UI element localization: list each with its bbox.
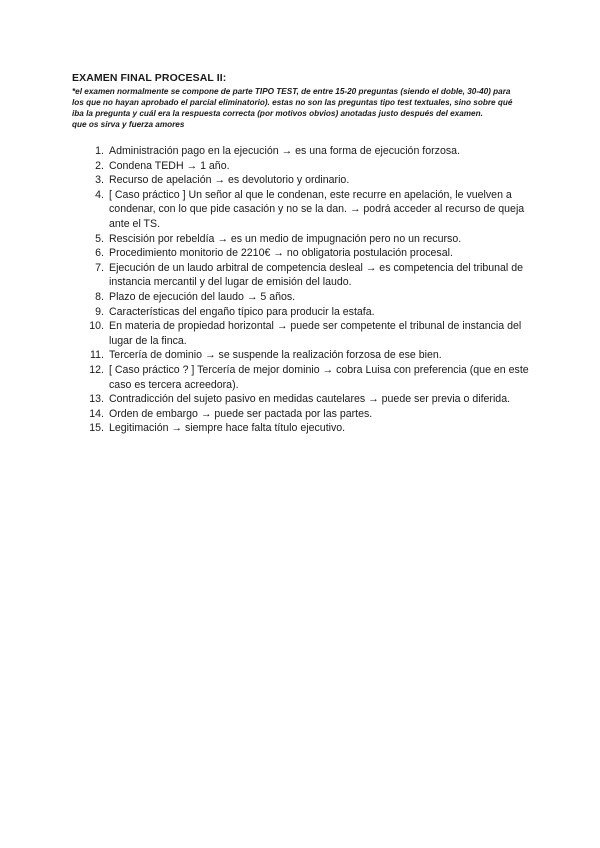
item-number: 8. bbox=[95, 290, 104, 303]
list-item bbox=[72, 363, 532, 392]
item-text: En materia de propiedad horizontal → puede ser competente el tribunal de instancia del lugar de la finca. bbox=[109, 320, 522, 347]
exam-note: *el examen normalmente se compone de parte TIPO TEST, de entre 15-20 preguntas (siendo el doble, 30-40) para los que no hayan aprobado el parcial eliminatorio). estas no son las preguntas tipo test textuales, sino sobre qué iba la pregunta y cuál era la respuesta correcta (por motivos obvios) anotadas justo después del examen. bbox=[72, 87, 513, 118]
list-item bbox=[72, 407, 532, 422]
list-item bbox=[72, 348, 532, 363]
question-list bbox=[72, 144, 532, 436]
exam-title: EXAMEN FINAL PROCESAL II: bbox=[72, 72, 227, 84]
signoff-text: que os sirva y fuerza amores bbox=[72, 120, 185, 129]
item-number: 2. bbox=[95, 159, 104, 172]
item-number: 13. bbox=[89, 393, 104, 406]
item-number: 5. bbox=[95, 232, 104, 245]
item-text: Condena TEDH → 1 año. bbox=[109, 159, 230, 172]
item-number: 1. bbox=[95, 145, 104, 157]
list-item bbox=[72, 246, 532, 261]
item-text: Procedimiento monitorio de 2210€ → no obligatoria postulación procesal. bbox=[109, 247, 453, 260]
list-item bbox=[72, 305, 532, 320]
list-item bbox=[72, 319, 532, 348]
item-number: 4. bbox=[95, 188, 104, 201]
document-page bbox=[72, 72, 532, 436]
item-text: [ Caso práctico ? ] Tercería de mejor dominio → cobra Luisa con preferencia (que en este caso es tercera acreedora). bbox=[109, 363, 529, 391]
item-number: 12. bbox=[89, 363, 104, 376]
list-item bbox=[72, 173, 532, 188]
list-item bbox=[72, 290, 532, 305]
item-number: 15. bbox=[89, 422, 104, 435]
list-item bbox=[72, 159, 532, 174]
item-number: 14. bbox=[89, 407, 104, 420]
list-item bbox=[72, 421, 532, 436]
list-item bbox=[72, 232, 532, 247]
item-text: Plazo de ejecución del laudo → 5 años. bbox=[109, 290, 296, 303]
item-text: Administración pago en la ejecución → es una forma de ejecución forzosa. bbox=[109, 145, 460, 157]
item-number: 7. bbox=[95, 261, 104, 274]
list-item bbox=[72, 392, 532, 407]
item-number: 6. bbox=[95, 247, 104, 260]
item-text: Recurso de apelación → es devolutorio y ordinario. bbox=[109, 174, 350, 187]
list-item bbox=[72, 144, 532, 159]
item-text: Legitimación → siempre hace falta título ejecutivo. bbox=[109, 422, 346, 435]
item-number: 10. bbox=[89, 320, 104, 333]
item-text: [ Caso práctico ] Un señor al que le condenan, este recurre en apelación, le vuelven a condenar, con lo que pide casación y no se la dan. → podrá acceder al recurso de queja ante el TS. bbox=[109, 188, 525, 230]
item-number: 3. bbox=[95, 174, 104, 187]
list-item bbox=[72, 188, 532, 232]
item-text: Ejecución de un laudo arbitral de competencia desleal → es competencia del tribunal de instancia mercantil y del lugar de emisión del laudo. bbox=[109, 261, 523, 289]
item-number: 11. bbox=[90, 349, 104, 362]
item-text: Contradicción del sujeto pasivo en medidas cautelares → puede ser previa o diferida. bbox=[109, 393, 511, 406]
item-text: Características del engaño típico para producir la estafa. bbox=[109, 305, 375, 318]
item-number: 9. bbox=[95, 305, 104, 318]
item-text: Rescisión por rebeldía → es un medio de impugnación pero no un recurso. bbox=[109, 232, 462, 245]
list-item bbox=[72, 261, 532, 290]
item-text: Orden de embargo → puede ser pactada por las partes. bbox=[109, 407, 373, 420]
item-text: Tercería de dominio → se suspende la realización forzosa de ese bien. bbox=[109, 349, 442, 362]
